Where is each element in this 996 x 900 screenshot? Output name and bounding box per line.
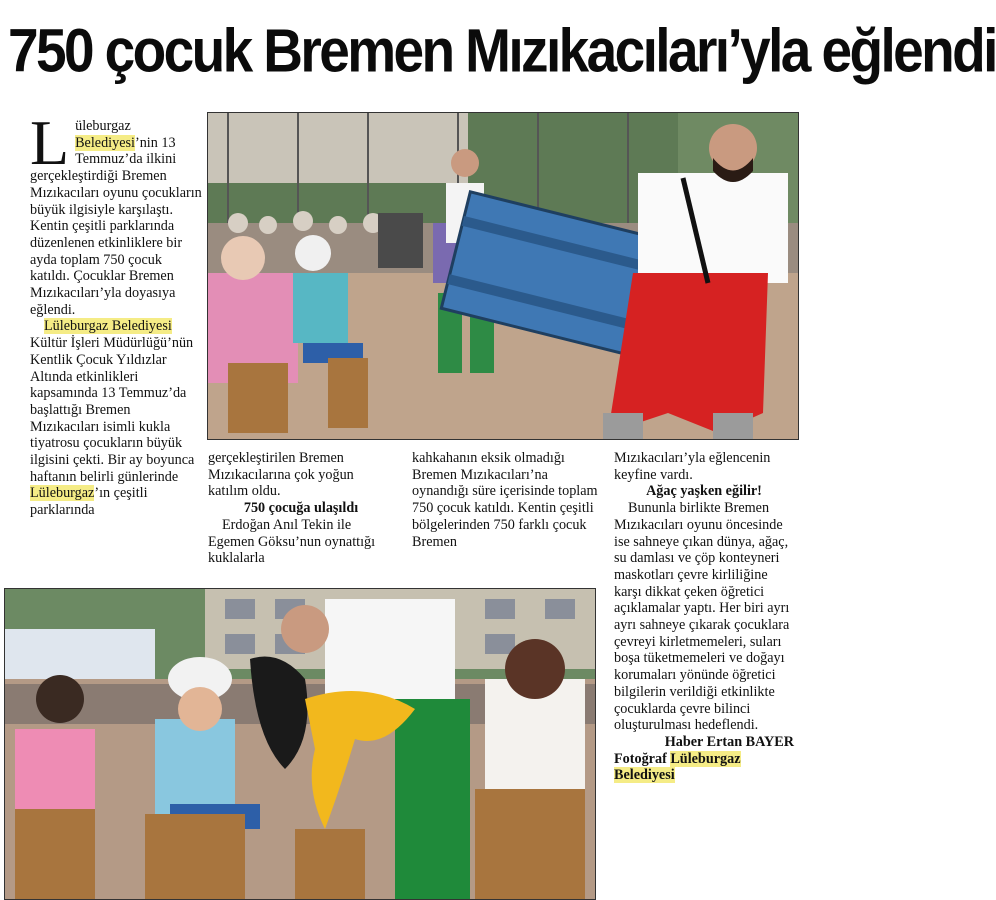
top-photo — [207, 112, 799, 440]
highlight-luleburgaz: Lüleburgaz — [30, 485, 95, 502]
article-column-1 — [30, 107, 202, 519]
subheading-750-cocuga: 750 çocuğa ulaşıldı — [243, 500, 359, 517]
article-column-2 — [208, 450, 394, 567]
bottom-photo — [4, 588, 596, 900]
intro-text-a: üleburgaz — [75, 118, 131, 134]
col4-paragraph-1: Mızıkacıları’yla eğlencenin keyfine vardı. — [614, 450, 771, 483]
drop-cap: L — [30, 107, 70, 178]
photo-credit-name: Lüleburgaz Belediyesi — [614, 750, 741, 784]
col2-paragraph-2: Erdoğan Anıl Tekin ile Egemen Göksu’nun oynattığı kuklalarla — [208, 516, 376, 567]
headline: 750 çocuk Bremen Mızıkacıları’yla eğlendi — [8, 15, 996, 85]
paragraph-2 — [30, 318, 202, 518]
intro-text-c: ’nin 13 Temmuz’da ilkini gerçekleştirdiği Bremen Mızıkacıları oyunu çocukların büyük ilgisiyle karşılaştı. Kentin çeşitli parklarında düzenlenen etkinliklere bir ayda toplam 750 çocuk katıldı. Çocuklar Bremen Mızıkacıları’yla doyasıya eğlendi. — [30, 134, 202, 318]
photo-credit — [614, 751, 794, 784]
photo-credit-label: Fotoğraf — [614, 750, 671, 767]
p2-text-b: Kültür İşleri Müdürlüğü’nün Kentlik Çocuk Yıldızlar Altında etkinlikleri kapsamında 13 Temmuz’da başlattığı Bremen Mızıkacıları isimli kukla tiyatrosu çocukların büyük ilgisini çekti. Bir ay boyunca haftanın belirli günlerinde — [30, 335, 195, 485]
col3-paragraph-1: kahkahanın eksik olmadığı Bremen Mızıkacıları’na oynandığı süre içerisinde toplam 750 çocuk katıldı. Kentin çeşitli bölgelerinden 750 farklı çocuk Bremen — [412, 450, 598, 550]
top-photo-illustration — [208, 113, 798, 439]
article-column-3 — [412, 450, 598, 550]
p2-text-d: ’ın çeşitli parklarında — [30, 485, 148, 519]
byline: Haber Ertan BAYER — [664, 733, 794, 750]
highlight-luleburgaz-belediyesi: Lüleburgaz Belediyesi — [44, 318, 172, 335]
highlight-belediyesi: Belediyesi — [75, 134, 135, 151]
article-column-4 — [614, 450, 794, 784]
paragraph-intro — [30, 107, 202, 318]
col4-paragraph-2: Bununla birlikte Bremen Mızıkacıları oyunu öncesinde ise sahneye çıkan dünya, ağaç, su damlası ve çöp konteyneri maskotları çevre kirliliğine karşı dikkat çeken öğretici açıklamalar yaptı. Her biri ayrı ayrı sahneye çıkarak çocuklara çevreyi kirletmemeleri, suları boşa tüketmemeleri ve doğayı korumaları yönünde öğretici bilgilerin verildiği etkinlikte çocuklarda çevre bilinci oluşturulması hedeflendi. — [614, 500, 790, 734]
bottom-photo-illustration — [5, 589, 595, 899]
subheading-agac-yasken: Ağaç yaşken eğilir! — [646, 483, 762, 500]
col2-paragraph-1: gerçekleştirilen Bremen Mızıkacılarına çok yoğun katılım oldu. — [208, 450, 354, 500]
